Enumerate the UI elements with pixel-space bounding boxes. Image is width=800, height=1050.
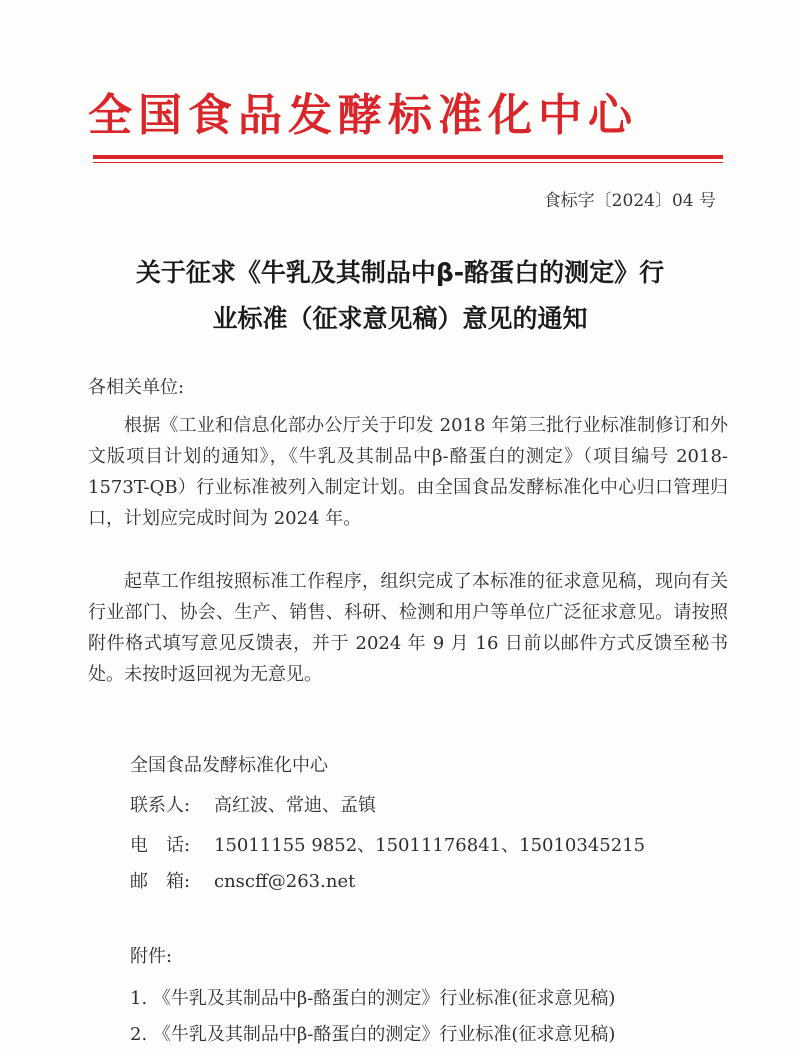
salutation: 各相关单位:	[88, 377, 185, 398]
contact-person-label: 联系人:	[130, 795, 191, 816]
letterhead-divider	[93, 155, 723, 159]
contact-phone-label: 电 话:	[130, 835, 191, 856]
document-number: 食标字〔2024〕04 号	[543, 191, 716, 211]
attachment-item-2[interactable]: 2. 《牛乳及其制品中β-酪蛋白的测定》行业标准(征求意见稿)	[130, 1024, 616, 1045]
org-letterhead: 全国食品发酵标准化中心	[88, 90, 638, 141]
attachments-title: 附件:	[130, 946, 173, 967]
title-line-1: 关于征求《牛乳及其制品中β-酪蛋白的测定》行	[135, 258, 665, 287]
contact-email	[130, 866, 355, 897]
contact-person-value: 高红波、常迪、孟镇	[214, 795, 376, 816]
contact-org: 全国食品发酵标准化中心	[130, 755, 328, 776]
letterhead-divider-thin	[93, 162, 723, 163]
body-paragraph-1: 根据《工业和信息化部办公厅关于印发 2018 年第三批行业标准制修订和外文版项目计划的通知》，《牛乳及其制品中β-酪蛋白的测定》（项目编号 2018-1573T-QB）行业标准被列入制定计划。由全国食品发酵标准化中心归口管理归口，计划应完成时间为 2024 年。	[88, 415, 728, 529]
attachment-item-1[interactable]: 1. 《牛乳及其制品中β-酪蛋白的测定》行业标准(征求意见稿)	[130, 988, 616, 1009]
title-line-2: 业标准（征求意见稿）意见的通知	[212, 304, 588, 333]
contact-phone	[130, 830, 645, 861]
contact-person	[130, 790, 376, 821]
contact-email-value: cnscff@263.net	[214, 871, 356, 892]
document-title	[60, 250, 740, 342]
contact-phone-value: 15011155 9852、15011176841、15010345215	[214, 835, 646, 856]
contact-email-label: 邮 箱:	[130, 871, 191, 892]
body-paragraph-2: 起草工作组按照标准工作程序，组织完成了本标准的征求意见稿，现向有关行业部门、协会、生产、销售、科研、检测和用户等单位广泛征求意见。请按照附件格式填写意见反馈表，并于 2024 年 9 月 16 日前以邮件方式反馈至秘书处。未按时返回视为无意见。	[88, 571, 728, 685]
